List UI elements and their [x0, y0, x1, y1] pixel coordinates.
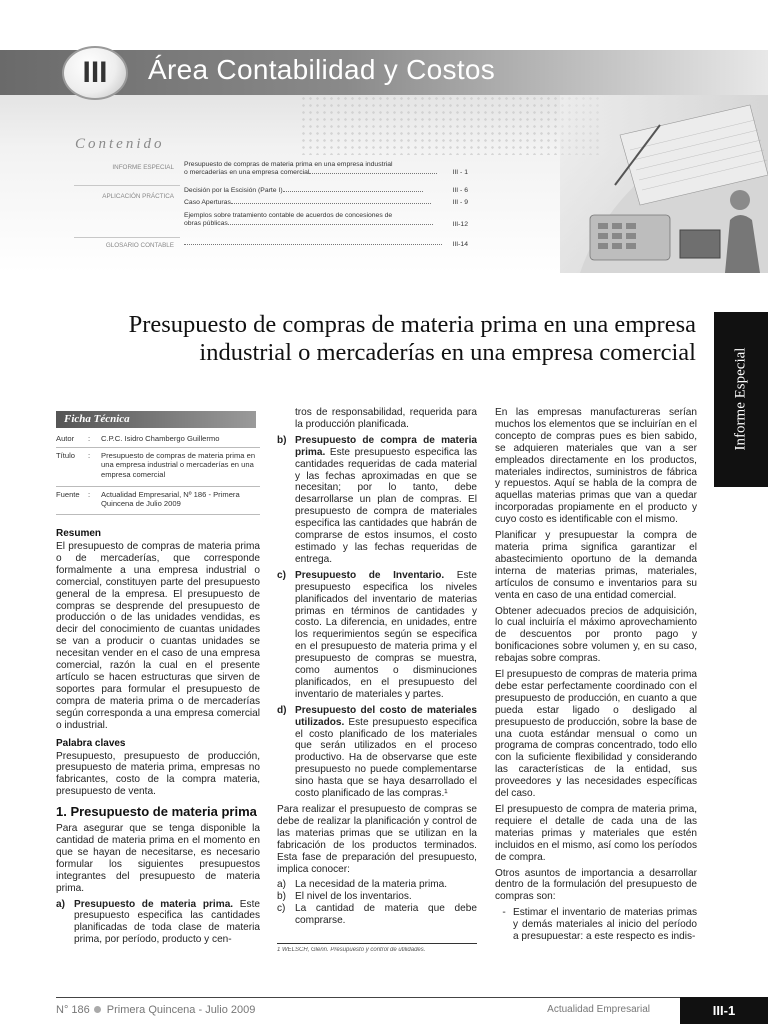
toc-page: III - 1	[452, 169, 468, 176]
list-marker: a)	[277, 879, 286, 891]
paragraph: Planificar y presupuestar la compra de materia prima significa garantizar el abastecimiento oportuno de la demanda interna de materias primas, materiales, artículos de consumo e inventarios para su venta en caso de una entidad comercial.	[495, 530, 697, 601]
ficha-titulo-label: Título	[56, 451, 75, 460]
toc-entry-text: Caso Aperturas	[184, 199, 231, 206]
list-marker: a)	[56, 898, 65, 910]
toc-page: III-12	[452, 221, 468, 228]
paragraph: Otros asuntos de importancia a desarrollar dentro de la formulación del presupuesto de compras son:	[495, 867, 697, 903]
contents-label: Contenido	[75, 136, 165, 152]
ficha-fuente-label: Fuente	[56, 490, 80, 499]
list-item-title: Presupuesto del costo de materiales utilizados.	[295, 704, 477, 728]
bullet-marker: -	[502, 907, 506, 919]
toc-category: INFORME ESPECIAL	[112, 164, 174, 171]
footer-rule	[56, 997, 680, 998]
ficha-titulo: Presupuesto de compras de materia prima en una empresa industrial o mercaderías en una empresa comercial	[101, 451, 256, 479]
paragraph: Para realizar el presupuesto de compras se debe de realizar la planificación y control de las materias primas que se utilizan en la fabricación de los productos terminados. Esta fase de preparación del presupuesto, implica conocer:	[277, 804, 477, 875]
toc-divider	[74, 185, 180, 186]
list-item-text: Este presupuesto especifica el costo planificado de los materiales que serán utilizados en el proceso productivo. Ha de observarse que este presupuesto no puede complementarse sino hasta que se haya desarrollado el costo planificado de las compras.¹	[295, 716, 477, 800]
list-item	[277, 435, 477, 566]
toc-entry-text: Ejemplos sobre tratamiento contable de acuerdos de concesiones de	[184, 212, 393, 219]
toc-page: III - 6	[452, 187, 468, 194]
list-item	[277, 879, 477, 891]
ficha-colon: :	[88, 451, 91, 460]
ficha-autor-label: Autor	[56, 434, 75, 443]
list-item-title: Presupuesto de compra de materia prima.	[295, 434, 477, 458]
toc-entry-text: Presupuesto de compras de materia prima en una empresa industrial	[184, 161, 393, 168]
toc-entry[interactable]	[184, 161, 446, 178]
list-item	[277, 903, 477, 927]
section-number-badge: III	[62, 46, 128, 100]
column-3	[495, 407, 697, 955]
list-item-text: Este presupuesto especifica las cantidades requeridas de cada material y las fechas aproximadas en que se necesitan; por lo tanto, debe desarrollarse un plan de compras. El presupuesto de compra de materiales especifica las cantidades que habrán de comprarse de estos insumos, el costo estimado y las fechas requeridas de entrega.	[295, 446, 477, 565]
resumen-text: El presupuesto de compras de materia prima o de mercaderías, que corresponde formalmente a una empresa industrial o comercial, constituyen parte del presupuesto general de la empresa. El presupuesto de compras se desprende del presupuesto de producción o de las unidades vendidas, es decir del conocimiento de cuantas unidades se van a producir o cuantas unidades se necesitan vender en el caso de una empresa comercial, razón la cual en el presente artículo se hacen estructuras que sirven de soportes para formular el presupuesto de compra de materia prima o de mercaderías según corresponda a una empresa comercial o industrial.	[56, 541, 260, 731]
bullet-text: Estimar el inventario de materias primas y demás materiales al inicio del período a presupuestar: a este respecto es indis-	[513, 907, 697, 943]
ficha-autor: C.P.C. Isidro Chambergo Guillermo	[101, 434, 220, 443]
footer-period: Primera Quincena - Julio 2009	[106, 1004, 256, 1016]
list-item	[277, 570, 477, 701]
footer-issue-number: N° 186	[56, 1004, 90, 1016]
ficha-tecnica-heading: Ficha Técnica	[56, 411, 256, 428]
paragraph: El presupuesto de compra de materia prima, requiere el detalle de cada una de las materias primas y materiales que estén incluidos en el mismo, así como los períodos de compra.	[495, 804, 697, 863]
paragraph: El presupuesto de compras de materia prima debe estar perfectamente coordinado con el presupuesto de producción, en cuanto a que pueda estar ligado o desligado al presupuesto de producción, sobre la base de una cuota estándar mensual o como un programa de compras concentrado, todo ello con la suficiente flexibilidad y considerando las características de la entidad, sus proveedores y las necesidades específicas del caso.	[495, 669, 697, 800]
page-number: III-1	[680, 997, 768, 1024]
ficha-colon: :	[88, 490, 91, 499]
list-item-text: El nivel de los inventarios.	[295, 891, 412, 903]
toc-category: GLOSARIO CONTABLE	[105, 242, 174, 249]
list-marker: b)	[277, 891, 286, 903]
article-title: Presupuesto de compras de materia prima en una empresa industrial o mercaderías en una empresa comercial	[128, 311, 696, 366]
toc-category: APLICACIÓN PRÁCTICA	[102, 193, 174, 200]
section-1-heading: 1. Presupuesto de materia prima	[56, 804, 257, 820]
toc-divider	[74, 237, 180, 238]
area-title: Área Contabilidad y Costos	[148, 54, 496, 85]
header-dot-pattern	[300, 95, 600, 155]
paragraph: tros de responsabilidad, requerida para la producción planificada.	[295, 407, 477, 430]
toc-entry-text: obras públicas	[184, 220, 228, 228]
column-1	[56, 528, 260, 993]
footer-issue	[56, 1004, 255, 1016]
ficha-divider	[56, 514, 260, 515]
bullet-icon	[94, 1006, 101, 1013]
list-marker: c)	[277, 903, 286, 915]
ficha-colon: :	[88, 434, 91, 443]
bullet-item	[495, 907, 697, 943]
paragraph: Obtener adecuados precios de adquisición, lo cual incluiría el máximo aprovechamiento de descuentos por pronto pago y bonificaciones sobre volumen y, en su caso, rebajas sobre compras.	[495, 605, 697, 665]
paragraph: Para asegurar que se tenga disponible la cantidad de materia prima en el momento en que se hayan de necesitarse, es necesario formular los siguientes presupuestos integrantes del presupuesto de materia prima.	[56, 823, 260, 894]
list-item-text: La cantidad de materia que debe comprarse.	[295, 903, 477, 927]
toc-page: III - 9	[452, 199, 468, 206]
list-item-title: Presupuesto de materia prima.	[74, 898, 234, 910]
ficha-divider	[56, 447, 260, 448]
paragraph: En las empresas manufactureras serían muchos los elementos que se incluirían en el concepto de compras pues es bien sabido, se adquieren materiales que van a ser empleados directamente en los productos, materiales indirectos, suministros de fábrica y repuestos. Aquí se habla de la compra de aquellas materias primas que van a quedar incorporadas propiamente en el producto y cuyo costo es identificable con el mismo.	[495, 407, 697, 526]
ficha-fuente: Actualidad Empresarial, Nº 186 - Primera Quincena de Julio 2009	[101, 490, 240, 509]
toc-entry[interactable]	[184, 199, 446, 207]
keywords-text: Presupuesto, presupuesto de producción, presupuesto de materia prima, empresas no fabricantes, costo de la compra materia, presupuesto de venta.	[56, 750, 260, 798]
list-item	[277, 705, 477, 800]
ficha-divider	[56, 486, 260, 487]
section-sidebar-tab	[714, 312, 768, 487]
toc-entry[interactable]	[184, 187, 446, 195]
list-item	[56, 899, 260, 947]
toc-entry[interactable]	[184, 212, 446, 229]
toc-entry-text: Decisión por la Escisión (Parte I)	[184, 187, 283, 194]
list-marker: d)	[277, 704, 287, 716]
header-photo-collage	[560, 95, 768, 273]
footnote-rule	[277, 943, 477, 944]
list-item	[277, 891, 477, 903]
keywords-heading: Palabra claves	[56, 737, 126, 749]
list-item-title: Presupuesto de Inventario.	[295, 569, 445, 581]
list-item-text: Este presupuesto especifica los niveles planificados del inventario de materias primas en términos de cantidades y costo. La diferencia, en unidades, entre los requerimientos según se especifica en el presupuesto de materia prima y el presupuesto de compras se muestra, como aumentos o disminuciones planificados, en el presupuesto del inventario de materiales y partes.	[295, 569, 477, 700]
footer-publication: Actualidad Empresarial	[547, 1004, 650, 1015]
toc-entry-text: o mercaderías en una empresa comercial	[184, 169, 310, 177]
toc-entry[interactable]	[184, 240, 446, 248]
footnote: 1 WELSCH, Glenn. Presupuesto y control de utilidades.	[277, 947, 426, 953]
list-item-text: La necesidad de la materia prima.	[295, 879, 448, 891]
sidebar-label: Informe Especial	[732, 347, 749, 451]
list-marker: b)	[277, 434, 287, 446]
toc-page: III-14	[452, 241, 468, 248]
column-2	[277, 407, 477, 941]
list-marker: c)	[277, 569, 286, 581]
list-item-text: Este presupuesto especifica las cantidades planificadas de toda clase de materia prima, por período, producto y cen-	[74, 898, 260, 946]
resumen-heading: Resumen	[56, 528, 102, 539]
